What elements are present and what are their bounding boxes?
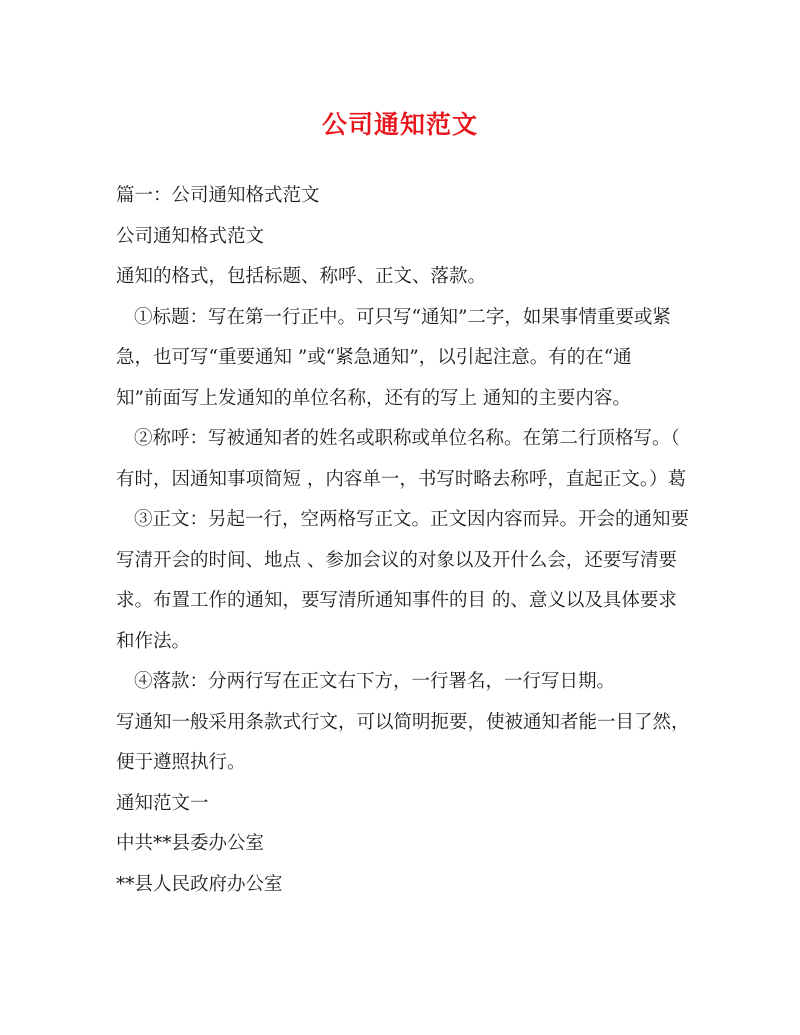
section-heading: 篇一：公司通知格式范文 <box>116 185 320 206</box>
paragraph-line: 急，也可写“重要通知 ”或“紧急通知”，以引起注意。有的在“通 <box>116 347 632 368</box>
paragraph-line: 和作法。 <box>116 630 191 652</box>
document-title: 公司通知范文 <box>321 110 478 139</box>
paragraph-line: 知”前面写上发通知的单位名称，还有的写上 通知的主要内容。 <box>116 387 631 409</box>
paragraph-line: 有时，因通知事项简短 ，内容单一，书写时略去称呼，直起正文。）葛 <box>116 468 687 490</box>
paragraph-line: 写通知一般采用条款式行文，可以简明扼要，使被通知者能一目了然， <box>116 711 690 733</box>
document-body <box>116 176 694 905</box>
paragraph-line: ③正文：另起一行，空两格写正文。正文因内容而异。开会的通知要 <box>134 509 690 530</box>
paragraph-line: 便于遵照执行。 <box>116 752 246 773</box>
subheading: 公司通知格式范文 <box>116 225 265 247</box>
paragraph-line: 中共**县委办公室 <box>116 833 265 854</box>
paragraph-line: 通知的格式，包括标题、称呼、正文、落款。 <box>116 266 487 287</box>
paragraph-line: 通知范文一 <box>116 792 209 814</box>
paragraph-line: 写清开会的时间、地点 、参加会议的对象以及开什么会，还要写清要 <box>116 549 677 571</box>
paragraph-line: **县人民政府办公室 <box>116 873 283 895</box>
paragraph-line: ④落款：分两行写在正文右下方，一行署名，一行写日期。 <box>134 671 616 692</box>
paragraph-line: ①标题：写在第一行正中。可只写“通知”二字，如果事情重要或紧 <box>134 306 671 328</box>
paragraph-line: ②称呼：写被通知者的姓名或职称或单位名称。在第二行顶格写。（ <box>134 428 680 449</box>
paragraph-line: 求。布置工作的通知，要写清所通知事件的目 的、意义以及具体要求 <box>116 590 677 611</box>
